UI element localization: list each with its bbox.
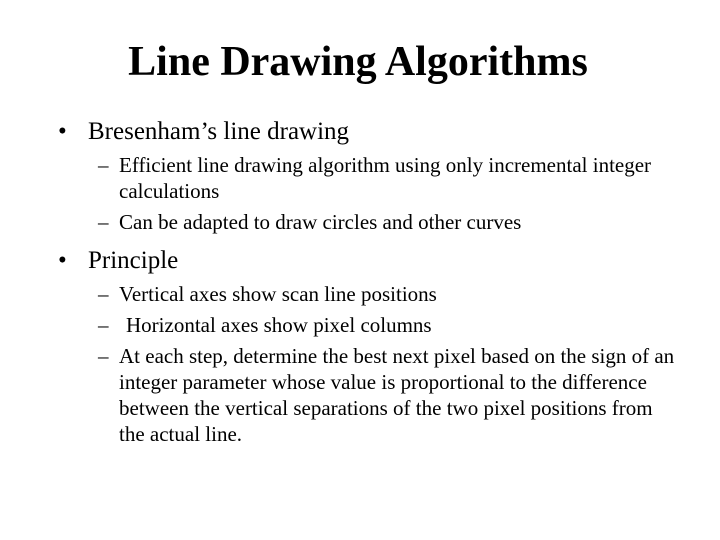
sub-bullet-text: Horizontal axes show pixel columns	[126, 313, 432, 337]
dash-mark: –	[98, 210, 109, 234]
sub-bullet	[98, 343, 678, 447]
sub-bullet-text: At each step, determine the best next pixel based on the sign of an integer parameter whose value is proportional to the difference between the vertical separations of the two pixel positions from the actual line.	[119, 344, 675, 446]
slide-body	[58, 116, 678, 457]
sub-bullet-text: Vertical axes show scan line positions	[119, 282, 437, 306]
sub-bullet-list	[58, 152, 678, 235]
dash-mark: –	[98, 153, 109, 177]
bullet-principle	[58, 245, 678, 277]
bullet-text: Principle	[88, 247, 179, 274]
sub-bullet	[98, 209, 678, 235]
dash-mark: –	[98, 282, 109, 306]
bullet-bresenham	[58, 116, 678, 148]
sub-bullet	[98, 281, 678, 307]
bullet-mark: •	[58, 247, 67, 274]
sub-bullet-list	[58, 281, 678, 447]
sub-bullet	[98, 312, 678, 338]
sub-bullet-text: Can be adapted to draw circles and other curves	[119, 210, 522, 234]
sub-bullet-text: Efficient line drawing algorithm using only incremental integer calculations	[119, 153, 652, 203]
dash-mark: –	[98, 313, 109, 337]
sub-bullet	[98, 152, 678, 204]
bullet-text: Bresenham’s line drawing	[88, 118, 350, 145]
dash-mark: –	[98, 344, 109, 368]
slide-title: Line Drawing Algorithms	[128, 39, 588, 85]
bullet-mark: •	[58, 118, 67, 145]
